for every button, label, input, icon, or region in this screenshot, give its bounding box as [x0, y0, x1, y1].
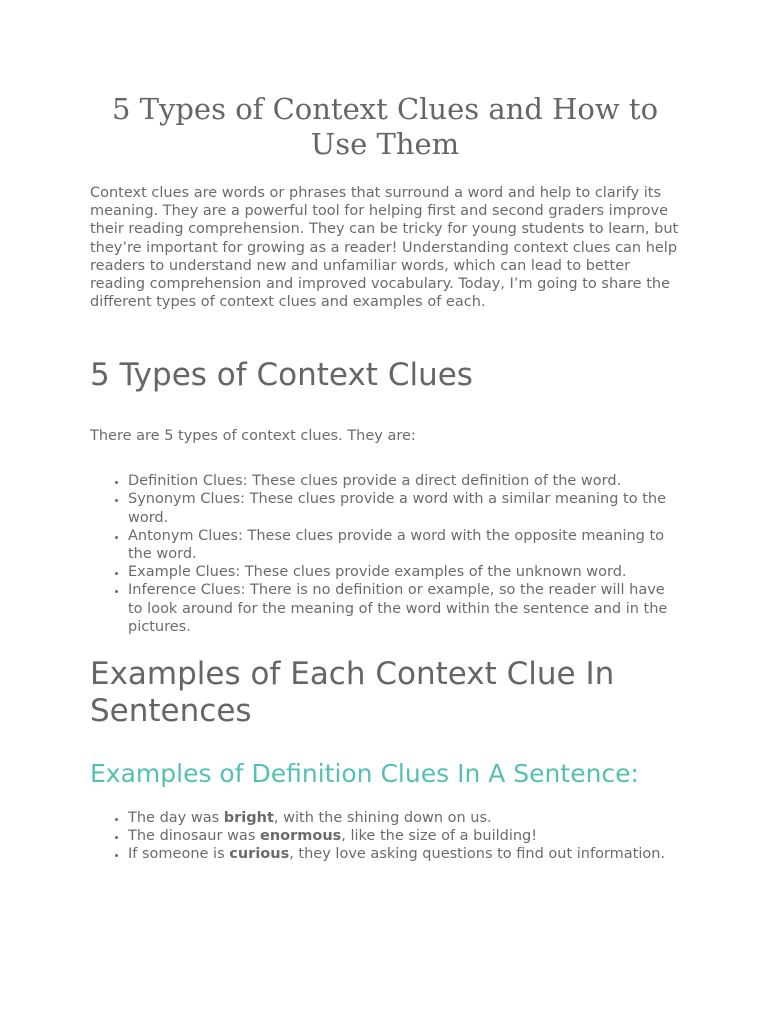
highlighted-word: enormous: [259, 828, 342, 845]
list-item: • Antonym Clues: These clues provide a word with the opposite meaning to the word.: [128, 527, 680, 563]
types-lead-text: There are 5 types of context clues. They are:: [90, 427, 416, 444]
sentence-start: The dinosaur was: [128, 828, 260, 845]
sentence-start: If someone is: [128, 846, 230, 863]
list-item: [128, 809, 680, 827]
list-item: [128, 827, 680, 845]
highlighted-word: bright: [223, 809, 274, 826]
document-page: [90, 92, 680, 864]
highlighted-word: curious: [229, 846, 290, 863]
types-heading: 5 Types of Context Clues: [90, 357, 473, 394]
list-item: • Example Clues: These clues provide examples of the unknown word.: [128, 563, 680, 581]
sentence-end: , with the shining down on us.: [273, 809, 492, 826]
sentence-start: The day was: [128, 809, 224, 826]
examples-heading: Examples of Each Context Clue In Sentences: [90, 655, 615, 730]
definition-examples-subheading: Examples of Definition Clues In A Sentence:: [90, 758, 639, 788]
list-item: • Definition Clues: These clues provide a direct definition of the word.: [128, 472, 680, 490]
list-item: [128, 845, 680, 863]
intro-paragraph: Context clues are words or phrases that surround a word and help to clarify its meaning. They are a powerful tool for helping first and second graders improve their reading comprehension. They can be tricky for young students to learn, but they’re important for growing as a reader! Understanding context clues can help readers to understand new and unfamiliar words, which can lead to better reading comprehension and improved vocabulary. Today, I’m going to share the different types of context clues and examples of each.: [90, 185, 679, 311]
definition-examples-list: [90, 809, 680, 864]
list-item: • Synonym Clues: These clues provide a word with a similar meaning to the word.: [128, 490, 680, 526]
sentence-end: , like the size of a building!: [341, 828, 538, 845]
list-item: • Inference Clues: There is no definition or example, so the reader will have to look around for the meaning of the word within the sentence and in the pictures.: [128, 581, 680, 636]
types-list: [90, 472, 680, 636]
sentence-end: , they love asking questions to find out information.: [289, 846, 666, 863]
page-title: 5 Types of Context Clues and How to Use Them: [111, 92, 659, 161]
